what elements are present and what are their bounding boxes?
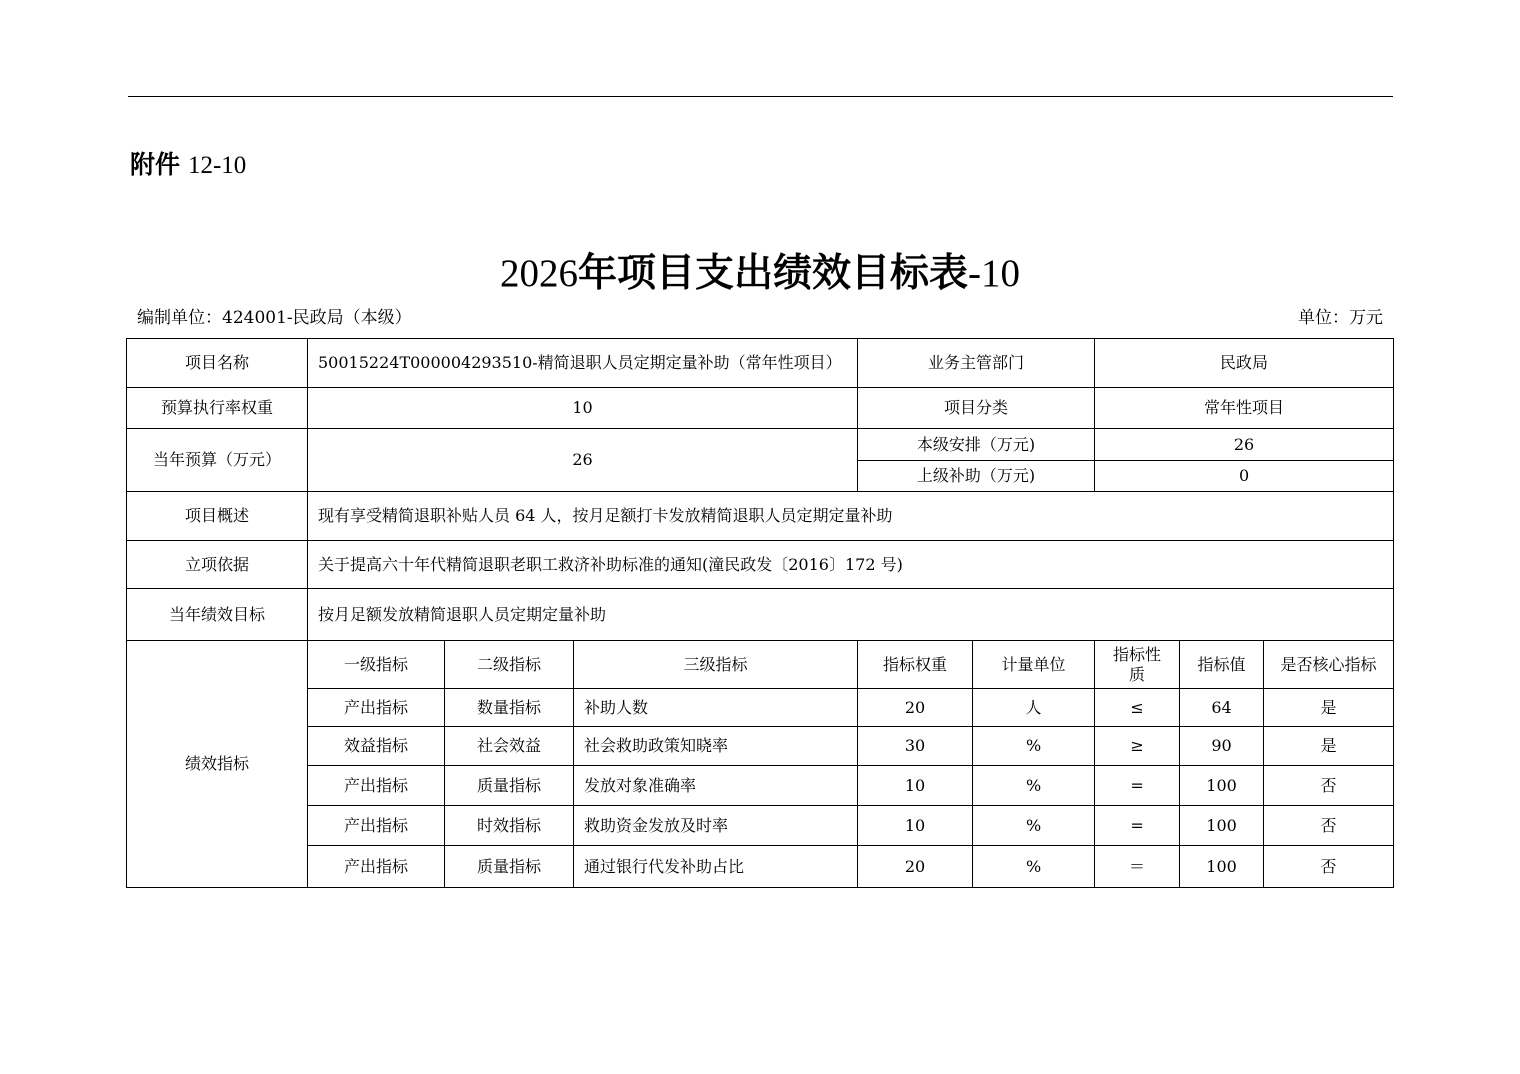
currency-unit: 单位：万元 [1298,308,1383,328]
row-overview [127,492,1394,541]
level1-cell: 产出指标 [308,689,445,727]
level1-cell: 产出指标 [308,806,445,846]
nature-cell: ≤ [1095,689,1180,727]
performance-table [126,338,1394,888]
budget-label: 当年预算（万元） [127,429,308,492]
core-cell: 否 [1264,846,1394,888]
unit-cell: % [973,727,1095,766]
overview-label: 项目概述 [127,492,308,541]
value-cell: 100 [1180,766,1264,806]
level1-cell: 产出指标 [308,766,445,806]
row-weight [127,388,1394,429]
level3-cell: 社会救助政策知晓率 [574,727,858,766]
core-cell: 是 [1264,727,1394,766]
header-core: 是否核心指标 [1264,641,1394,689]
row-basis [127,541,1394,589]
header-level1: 一级指标 [308,641,445,689]
value-cell: 64 [1180,689,1264,727]
superior-subsidy-value: 0 [1095,461,1394,492]
row-budget [127,429,1394,461]
value-cell: 100 [1180,846,1264,888]
unit-cell: % [973,806,1095,846]
header-nature: 指标性质 [1095,641,1180,689]
level1-cell: 效益指标 [308,727,445,766]
weight-cell: 20 [858,846,973,888]
document-title: 2026年项目支出绩效目标表-10 [499,251,1020,296]
compiling-unit: 编制单位：424001-民政局（本级） [137,308,412,328]
row-project-name [127,339,1394,388]
row-goal [127,589,1394,641]
weight-cell: 30 [858,727,973,766]
indicators-section-label: 绩效指标 [127,641,308,888]
level3-cell: 通过银行代发补助占比 [574,846,858,888]
dept-value: 民政局 [1095,339,1394,388]
level2-cell: 质量指标 [445,766,574,806]
local-arrangement-value: 26 [1095,429,1394,461]
unit-cell: 人 [973,689,1095,727]
nature-cell: = [1095,806,1180,846]
weight-cell: 10 [858,766,973,806]
superior-subsidy-label: 上级补助（万元) [858,461,1095,492]
indicator-row [127,689,1394,727]
unit-cell: % [973,766,1095,806]
goal-value: 按月足额发放精简退职人员定期定量补助 [308,589,1394,641]
level2-cell: 质量指标 [445,846,574,888]
weight-value: 10 [308,388,858,429]
level1-cell: 产出指标 [308,846,445,888]
nature-cell: = [1095,766,1180,806]
header-weight: 指标权重 [858,641,973,689]
level3-cell: 补助人数 [574,689,858,727]
weight-cell: 20 [858,689,973,727]
overview-value: 现有享受精简退职补贴人员 64 人，按月足额打卡发放精简退职人员定期定量补助 [308,492,1394,541]
project-name-value: 50015224T000004293510-精简退职人员定期定量补助（常年性项目） [308,339,858,388]
core-cell: 否 [1264,806,1394,846]
header-unit: 计量单位 [973,641,1095,689]
header-level2: 二级指标 [445,641,574,689]
header-value: 指标值 [1180,641,1264,689]
level3-cell: 发放对象准确率 [574,766,858,806]
category-value: 常年性项目 [1095,388,1394,429]
indicator-row [127,806,1394,846]
indicator-header-row [127,641,1394,689]
indicator-row [127,846,1394,888]
local-arrangement-label: 本级安排（万元) [858,429,1095,461]
header-level3: 三级指标 [574,641,858,689]
level2-cell: 数量指标 [445,689,574,727]
nature-cell: ＝ [1095,846,1180,888]
core-cell: 是 [1264,689,1394,727]
core-cell: 否 [1264,766,1394,806]
basis-value: 关于提高六十年代精简退职老职工救济补助标准的通知(潼民政发〔2016〕172 号) [308,541,1394,589]
level2-cell: 时效指标 [445,806,574,846]
indicator-row [127,727,1394,766]
value-cell: 90 [1180,727,1264,766]
category-label: 项目分类 [858,388,1095,429]
level2-cell: 社会效益 [445,727,574,766]
basis-label: 立项依据 [127,541,308,589]
value-cell: 100 [1180,806,1264,846]
attachment-label: 附件 12-10 [130,150,247,179]
nature-cell: ≥ [1095,727,1180,766]
header-rule [128,96,1393,97]
level3-cell: 救助资金发放及时率 [574,806,858,846]
goal-label: 当年绩效目标 [127,589,308,641]
indicator-row [127,766,1394,806]
weight-cell: 10 [858,806,973,846]
project-name-label: 项目名称 [127,339,308,388]
budget-value: 26 [308,429,858,492]
dept-label: 业务主管部门 [858,339,1095,388]
unit-cell: % [973,846,1095,888]
weight-label: 预算执行率权重 [127,388,308,429]
